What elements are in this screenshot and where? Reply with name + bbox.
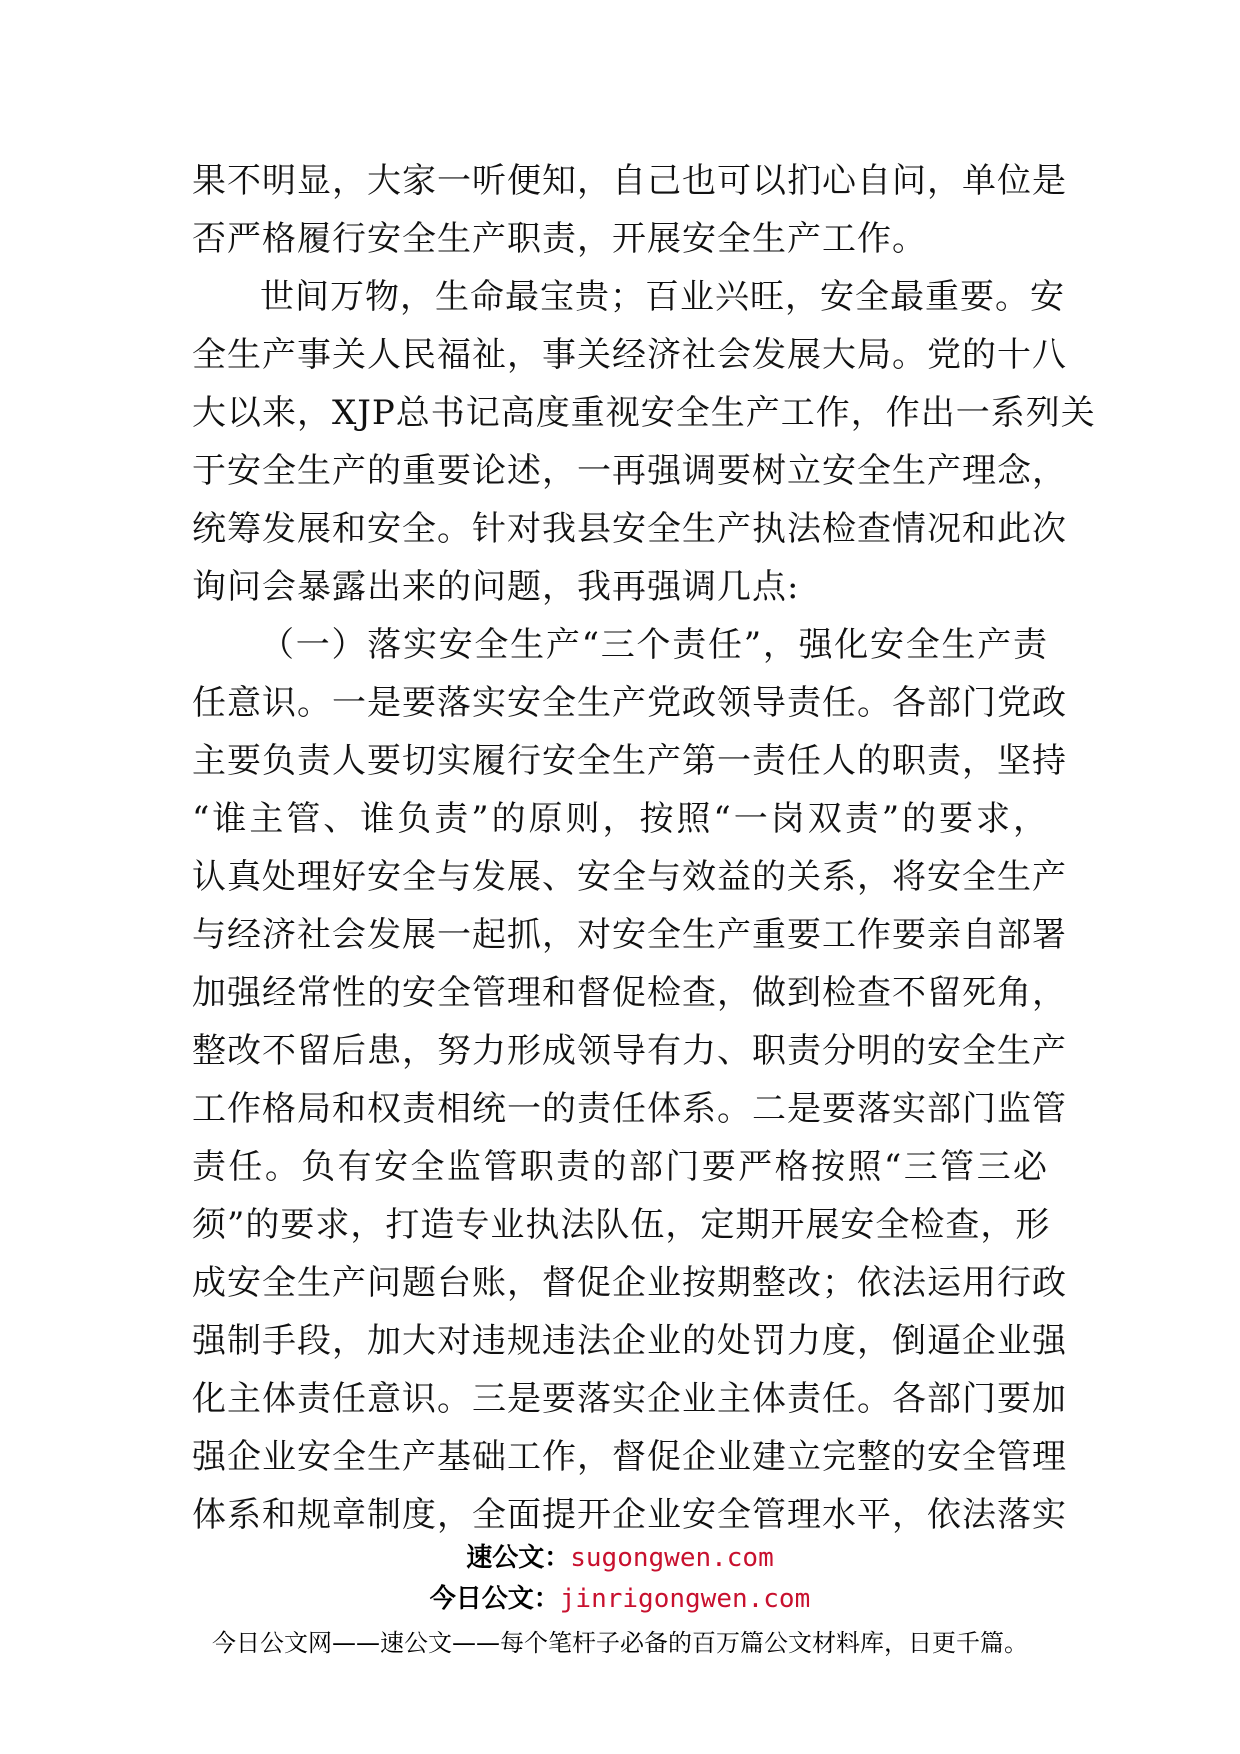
paragraph-start-line: 世间万物，生命最宝贵；百业兴旺，安全最重要。安 [260,277,1065,317]
footer-slogan: 今日公文网——速公文——每个笔杆子必备的百万篇公文材料库，日更千篇。 [212,1629,1028,1657]
sugongwen-link[interactable]: sugongwen.com [570,1543,774,1573]
text-line: 任意识。一是要落实安全生产党政领导责任。各部门党政 [192,683,1067,723]
text-line: 于安全生产的重要论述，一再强调要树立安全生产理念， [192,451,1067,491]
paragraph-start-line: （一）落实安全生产“三个责任”，强化安全生产责 [260,625,1048,665]
text-line: 须”的要求，打造专业执法队伍，定期开展安全检查，形 [192,1205,1051,1245]
text-line: 询问会暴露出来的问题，我再强调几点: [192,567,800,607]
text-line: 责任。负有安全监管职责的部门要严格按照“三管三必 [192,1147,1048,1187]
text-line: 否严格履行安全生产职责，开展安全生产工作。 [192,219,927,259]
text-line: 体系和规章制度，全面提开企业安全管理水平，依法落实 [192,1495,1067,1535]
text-line: “谁主管、谁负责”的原则，按照“一岗双责”的要求， [192,799,1048,839]
footer-label: 速公文： [466,1543,571,1573]
text-line: 主要负责人要切实履行安全生产第一责任人的职责，坚持 [192,741,1067,781]
text-line: 全生产事关人民福祉，事关经济社会发展大局。党的十八 [192,335,1067,375]
text-line: 果不明显，大家一听便知，自己也可以扪心自问，单位是 [192,161,1067,201]
body-text [192,152,1096,1544]
jinrigongwen-link[interactable]: jinrigongwen.com [559,1584,811,1614]
text-line: 与经济社会发展一起抓，对安全生产重要工作要亲自部署 [192,915,1067,955]
text-line: 加强经常性的安全管理和督促检查，做到检查不留死角， [192,973,1067,1013]
text-line: 大以来，XJP总书记高度重视安全生产工作，作出一系列关 [192,393,1096,433]
text-line: 成安全生产问题台账，督促企业按期整改；依法运用行政 [192,1263,1067,1303]
text-line: 统筹发展和安全。针对我县安全生产执法检查情况和此次 [192,509,1067,549]
text-line: 强企业安全生产基础工作，督促企业建立完整的安全管理 [192,1437,1067,1477]
text-line: 整改不留后患，努力形成领导有力、职责分明的安全生产 [192,1031,1067,1071]
text-line: 强制手段，加大对违规违法企业的处罚力度，倒逼企业强 [192,1321,1067,1361]
text-line: 认真处理好安全与发展、安全与效益的关系，将安全生产 [192,857,1067,897]
footer-site-sugongwen [0,1541,1240,1575]
footer-label: 今日公文： [429,1584,560,1614]
footer-site-jinrigongwen [0,1582,1240,1616]
text-line: 化主体责任意识。三是要落实企业主体责任。各部门要加 [192,1379,1067,1419]
text-line: 工作格局和权责相统一的责任体系。二是要落实部门监管 [192,1089,1067,1129]
